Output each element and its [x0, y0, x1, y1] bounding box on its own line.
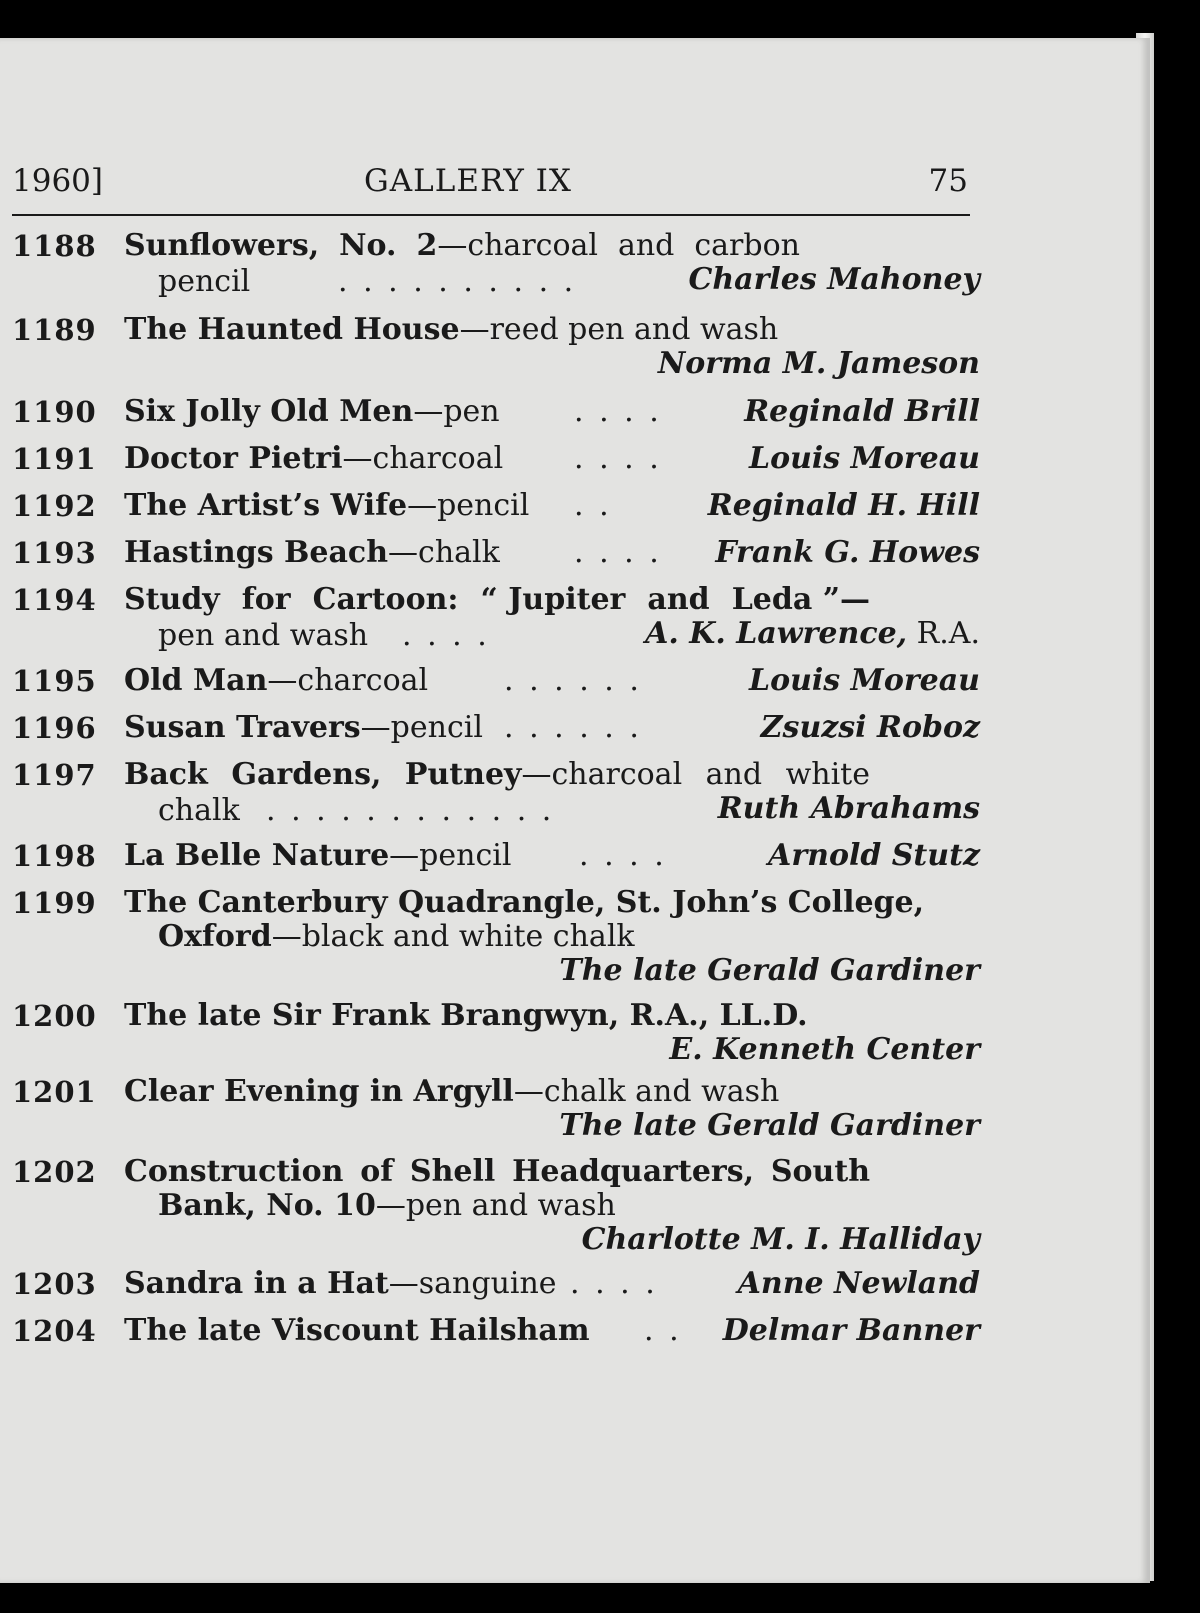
entry-title: Six Jolly Old Men [124, 394, 414, 429]
entry-title-continued: Bank, No. 10 [158, 1188, 376, 1223]
running-header [12, 163, 972, 203]
entry-title: La Belle Nature [124, 838, 390, 873]
entry-title-line [124, 312, 980, 348]
entry-number: 1190 [12, 395, 97, 429]
leader-dots: . . . . [574, 535, 662, 570]
leader-dots: . . . . . . [504, 710, 642, 745]
entry-title: The Artist’s Wife [124, 488, 408, 523]
entry-artist: Arnold Stutz [768, 838, 980, 873]
entry-artist: Ruth Abrahams [717, 791, 980, 826]
entry-artist: Delmar Banner [722, 1313, 980, 1348]
catalogue-entry-1195 [12, 663, 980, 703]
catalogue-entry-1199 [12, 885, 980, 1001]
entry-artist: Frank G. Howes [715, 535, 980, 570]
catalogue-entry-1204 [12, 1313, 980, 1353]
entry-medium: —pen [413, 394, 500, 429]
entry-artist: Charlotte M. I. Halliday [581, 1222, 980, 1257]
entry-artist: Reginald Brill [744, 394, 980, 429]
entry-medium: chalk [158, 793, 240, 828]
leader-dots: . . [644, 1313, 682, 1348]
entry-number: 1204 [12, 1314, 97, 1348]
entry-medium: —charcoal [267, 663, 429, 698]
entry-artist: Anne Newland [737, 1266, 980, 1301]
entry-artist: Zsuzsi Roboz [760, 710, 980, 745]
entry-title: Clear Evening in Argyll [124, 1074, 514, 1109]
entry-medium: —pencil [360, 710, 483, 745]
catalogue-entry-1203 [12, 1266, 980, 1306]
entry-medium: —pen and wash [375, 1188, 616, 1223]
leader-dots: . . . . . . [504, 663, 642, 698]
leader-dots: . . . . . . . . . . [338, 264, 577, 299]
leader-dots: . . . . [570, 1266, 658, 1301]
leader-dots: . . . . [574, 441, 662, 476]
entry-title-line [124, 885, 980, 921]
entry-medium: —chalk and wash [513, 1074, 780, 1109]
entry-title: The Haunted House [124, 312, 460, 347]
entry-artist: Charles Mahoney [688, 262, 980, 297]
entry-title-line: Back Gardens, Putney—charcoal and white [124, 757, 870, 792]
entry-medium: —pencil [389, 838, 512, 873]
entry-title: Old Man [124, 663, 268, 698]
leader-dots: . . . . [402, 618, 490, 653]
entry-artist: Louis Moreau [748, 663, 980, 698]
entry-title: Hastings Beach [124, 535, 389, 570]
entry-title-line [124, 998, 980, 1034]
entry-number: 1192 [12, 489, 97, 523]
entry-medium: —chalk [388, 535, 500, 570]
catalogue-entry-1196 [12, 710, 980, 750]
catalogue-entry-1200 [12, 998, 980, 1078]
entry-continuation [158, 1188, 980, 1224]
entry-title-line: Study for Cartoon: “ Jupiter and Leda ”— [124, 582, 870, 617]
entry-number: 1202 [12, 1155, 97, 1189]
leader-dots: . . . . [579, 838, 667, 873]
catalogue-entry-1194 [12, 582, 980, 662]
catalogue-entry-1189 [12, 312, 980, 392]
entry-title: The Canterbury Quadrangle, St. John’s College, [124, 885, 925, 920]
entry-medium: pen and wash [158, 618, 369, 653]
leader-dots: . . . . [574, 394, 662, 429]
entry-title-continued: Oxford [158, 919, 272, 954]
leader-dots: . . [574, 488, 612, 523]
entry-number: 1198 [12, 839, 97, 873]
entry-medium: —black and white chalk [271, 919, 635, 954]
entry-number: 1197 [12, 758, 97, 792]
catalogue-entry-1201 [12, 1074, 980, 1154]
entry-title: The late Sir Frank Brangwyn, R.A., LL.D. [124, 998, 808, 1033]
entry-title: The late Viscount Hailsham [124, 1313, 590, 1348]
catalogue-entry-1190 [12, 394, 980, 434]
header-gallery-title: GALLERY IX [364, 163, 572, 199]
catalogue-entry-1188 [12, 228, 980, 308]
entry-artist: The late Gerald Gardiner [559, 1108, 980, 1143]
entry-title: Doctor Pietri [124, 441, 343, 476]
entry-title-line: Construction of Shell Headquarters, South [124, 1154, 870, 1189]
entry-number: 1194 [12, 583, 97, 617]
entry-title-line [124, 1074, 980, 1110]
entry-number: 1195 [12, 664, 97, 698]
catalogue-entry-1202 [12, 1154, 980, 1270]
catalogue-entry-1193 [12, 535, 980, 575]
entry-title: Sandra in a Hat [124, 1266, 389, 1301]
entry-medium: —reed pen and wash [459, 312, 779, 347]
header-page-number: 75 [928, 163, 968, 199]
entry-artist: Louis Moreau [748, 441, 980, 476]
entry-artist: A. K. Lawrence, R.A. [645, 616, 980, 651]
entry-artist: Norma M. Jameson [657, 346, 980, 381]
entry-continuation [158, 919, 980, 955]
entry-medium: pencil [158, 264, 251, 299]
entry-title: Susan Travers [124, 710, 361, 745]
catalogue-entry-1197 [12, 757, 980, 837]
entry-number: 1191 [12, 442, 97, 476]
entry-number: 1189 [12, 313, 97, 347]
entry-medium: —charcoal [342, 441, 504, 476]
entry-title-line: Sunflowers, No. 2—charcoal and carbon [124, 228, 800, 263]
entry-medium: —pencil [407, 488, 530, 523]
leader-dots: . . . . . . . . . . . . [266, 793, 555, 828]
entry-artist: E. Kenneth Center [669, 1032, 980, 1067]
catalogue-entry-1191 [12, 441, 980, 481]
entry-number: 1196 [12, 711, 97, 745]
entry-number: 1193 [12, 536, 97, 570]
entry-number: 1201 [12, 1075, 97, 1109]
entry-number: 1203 [12, 1267, 97, 1301]
header-rule [12, 214, 970, 216]
catalogue-entry-1192 [12, 488, 980, 528]
entry-number: 1199 [12, 886, 97, 920]
entry-number: 1200 [12, 999, 97, 1033]
header-year: 1960] [12, 163, 103, 199]
catalogue-entry-1198 [12, 838, 980, 878]
entry-artist: Reginald H. Hill [707, 488, 980, 523]
entry-medium: —sanguine [388, 1266, 557, 1301]
entry-artist: The late Gerald Gardiner [559, 953, 980, 988]
entry-number: 1188 [12, 229, 97, 263]
